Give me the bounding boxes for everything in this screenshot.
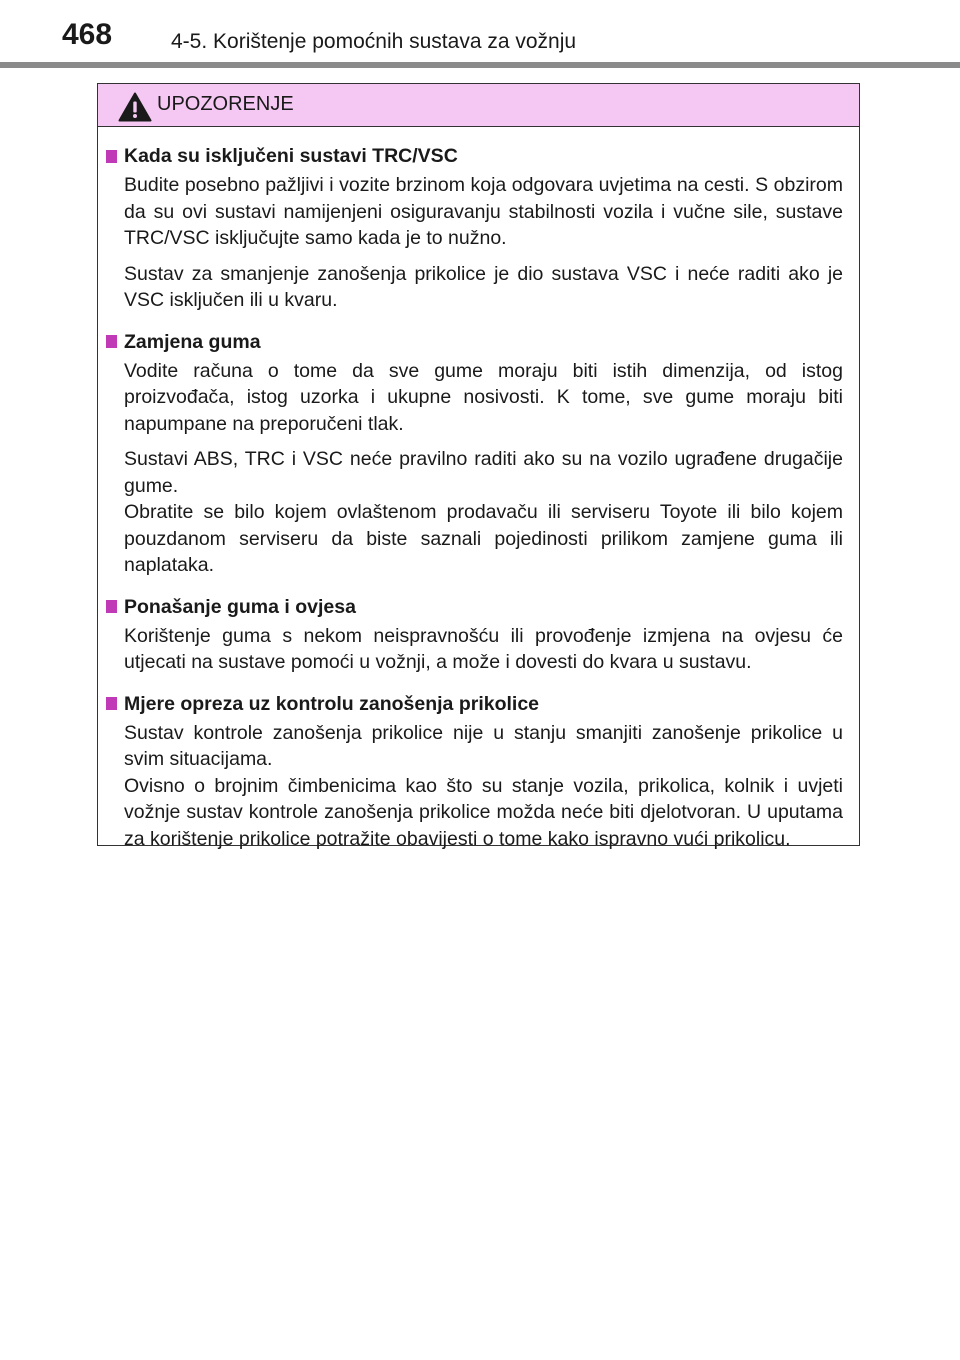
section-heading-text: Ponašanje guma i ovjesa [124,595,356,618]
section-paragraph: Sustav za smanjenje zanošenja prikolice je dio sustava VSC i neće raditi ako je VSC isključen ili u kvaru. [124,262,843,311]
section-heading-text: Mjere opreza uz kontrolu zanošenja prikolice [124,692,540,715]
section-heading [106,329,843,355]
section-title: 4-5. Korištenje pomoćnih sustava za vožnju [171,30,577,53]
warning-section-tyres [106,329,843,585]
section-paragraph: Vodite računa o tome da sve gume moraju biti istih dimenzija, od istog proizvođača, istog uzorka i ukupne nosivosti. K tome, sve gume moraju biti napumpane na preporučeni tlak. [124,359,843,435]
warning-triangle-icon [118,92,152,122]
section-paragraph: Korištenje guma s nekom neispravnošću ili provođenje izmjena na ovjesu će utjecati na sustave pomoći u vožnji, a može i dovesti do kvara u sustavu. [124,624,843,673]
section-paragraph: Budite posebno pažljivi i vozite brzinom koja odgovara uvjetima na cesti. S obzirom da su ovi sustavi namijenjeni osiguravanju stabilnosti vozila i vučne sile, sustave TRC/VSC isključujte samo kada je to nužno. [124,174,843,249]
square-bullet-icon [106,335,117,348]
section-heading [106,143,843,169]
warning-header [98,84,859,127]
section-heading-text: Zamjena guma [124,330,261,353]
header-divider [0,62,960,68]
square-bullet-icon [106,150,117,163]
page-number: 468 [62,18,113,51]
square-bullet-icon [106,697,117,710]
warning-section-suspension [106,594,843,682]
warning-section-trc-vsc [106,143,843,320]
section-paragraph: Sustav kontrole zanošenja prikolice nije u stanju smanjiti zanošenje prikolice u svim situacijama. [124,721,843,770]
section-paragraph: Sustavi ABS, TRC i VSC neće pravilno raditi ako su na vozilo ugrađene drugačije gume. [124,448,843,497]
section-paragraph: Obratite se bilo kojem ovlaštenom prodavaču ili serviseru Toyote ili bilo kojem pouzdanom serviseru da biste saznali pojedinosti prilikom zamjene guma ili naplataka. [124,501,843,576]
warning-box [97,83,860,850]
section-paragraph: Ovisno o brojnim čimbenicima kao što su stanje vozila, prikolica, kolnik i uvjeti vožnje sustav kontrole zanošenja prikolice možda neće biti djelotvoran. U uputama za korištenje prikolice potražite obavijesti o tome kako ispravno vući prikolicu. [124,774,843,850]
square-bullet-icon [106,600,117,613]
section-heading [106,594,843,620]
warning-section-trailer-sway [106,691,843,859]
section-heading [106,691,843,717]
page-header [0,0,960,62]
warning-body [98,127,859,858]
section-heading-text: Kada su isključeni sustavi TRC/VSC [124,145,458,167]
warning-label: UPOZORENJE [157,93,294,115]
